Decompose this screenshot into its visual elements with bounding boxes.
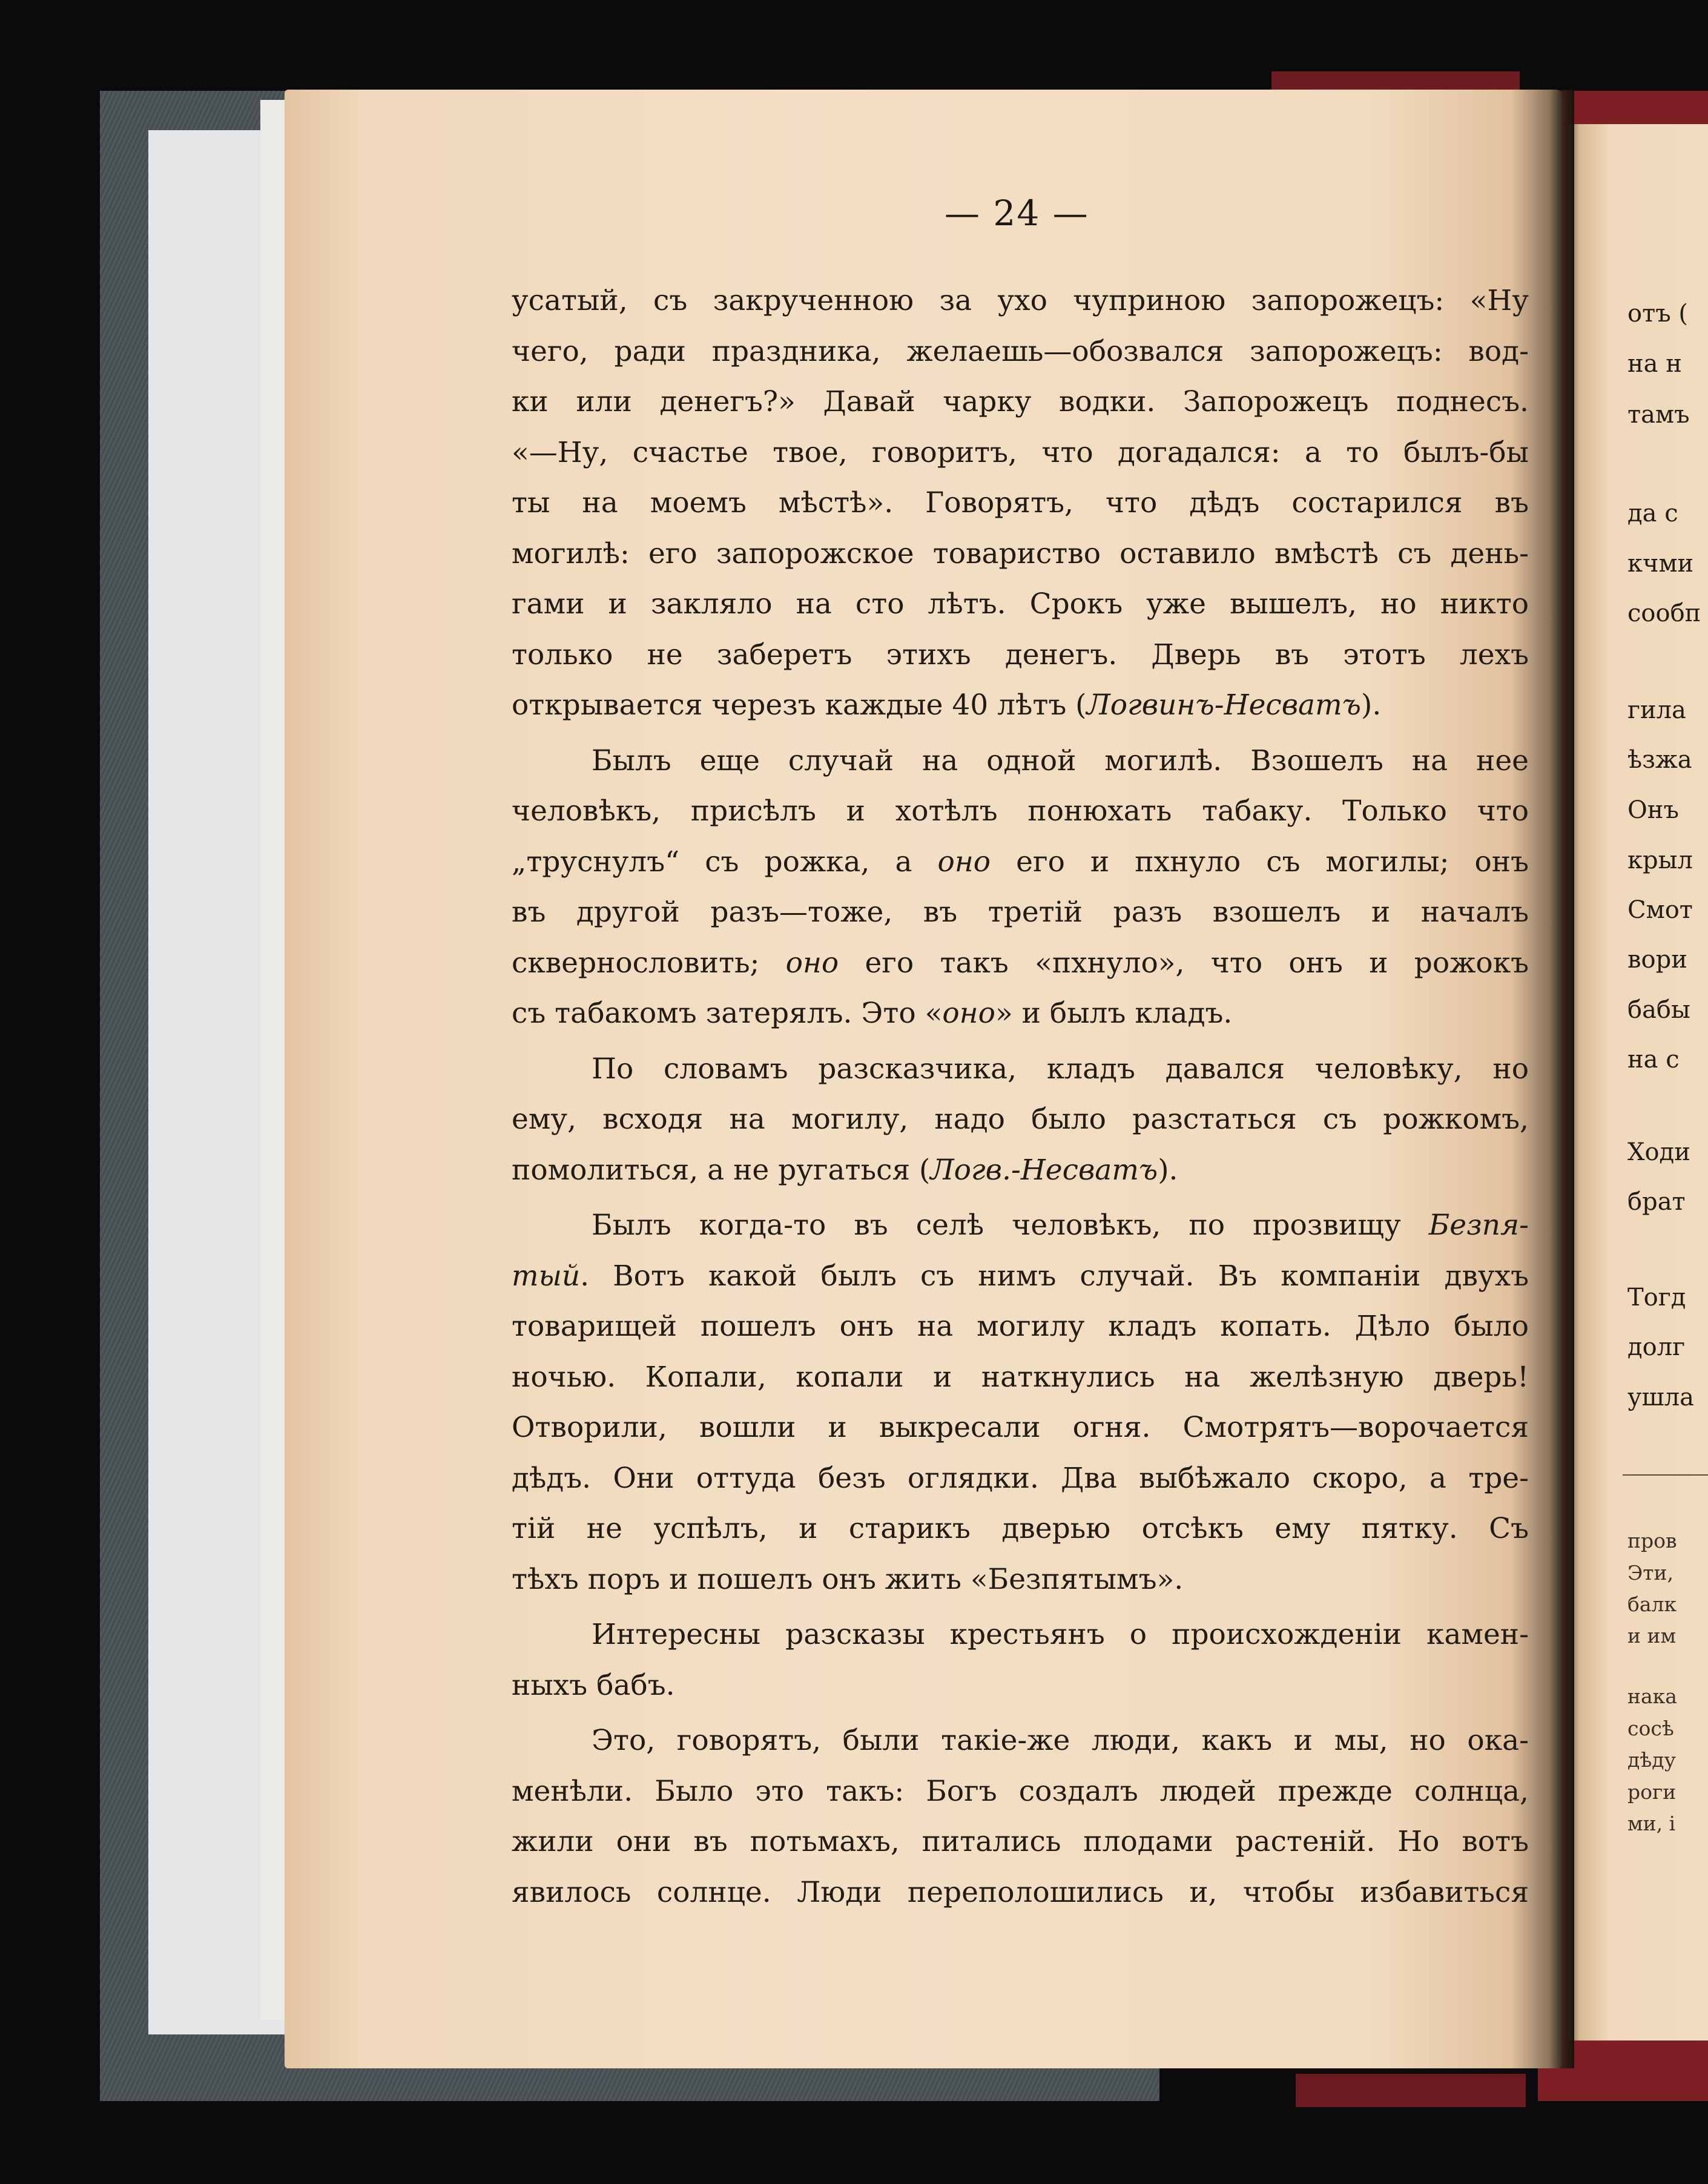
text-line: чего, ради праздника, желаешь—обозвался запорожецъ: вод- bbox=[512, 334, 1529, 368]
right-page-line: Ходи bbox=[1627, 1138, 1690, 1166]
text-line: тій не успѣлъ, и старикъ дверью отсѣкъ ему пятку. Съ bbox=[512, 1512, 1529, 1545]
right-page-line: гила bbox=[1627, 696, 1686, 724]
right-page-line: долг bbox=[1627, 1333, 1686, 1361]
text-line: Былъ когда-то въ селѣ человѣкъ, по прозвищу Безпя- bbox=[592, 1209, 1529, 1242]
right-page-line: брат bbox=[1627, 1188, 1686, 1216]
right-page-footnote: нака bbox=[1627, 1684, 1677, 1708]
right-page-footnote: роги bbox=[1627, 1780, 1677, 1804]
right-page-line: ушла bbox=[1627, 1384, 1694, 1411]
right-page-line: бабы bbox=[1627, 996, 1690, 1024]
text-line: явилось солнце. Люди переполошились и, чтобы избавиться bbox=[512, 1875, 1529, 1909]
text-line: въ другой разъ—тоже, въ третій разъ взошелъ и началъ bbox=[512, 896, 1529, 929]
right-page-line: Тогд bbox=[1627, 1284, 1686, 1311]
text-line: По словамъ разсказчика, кладъ давался человѣку, но bbox=[592, 1052, 1529, 1086]
page-number: — 24 — bbox=[945, 193, 1089, 234]
text-line: усатый, съ закрученною за ухо чуприною запорожецъ: «Ну bbox=[512, 284, 1529, 317]
text-line: тый. Вотъ какой былъ съ нимъ случай. Въ компаніи двухъ bbox=[512, 1259, 1529, 1293]
text-line: ты на моемъ мѣстѣ». Говорятъ, что дѣдъ состарился въ bbox=[512, 486, 1529, 520]
text-line: открывается черезъ каждые 40 лѣтъ (Логвинъ-Несватъ). bbox=[512, 688, 1382, 722]
right-page-line: Онъ bbox=[1627, 796, 1679, 824]
text-line: жили они въ потьмахъ, питались плодами растеній. Но вотъ bbox=[512, 1825, 1529, 1858]
text-line: тѣхъ поръ и пошелъ онъ жить «Безпятымъ». bbox=[512, 1562, 1184, 1596]
right-page-footnote: пров bbox=[1627, 1529, 1677, 1552]
text-line: съ табакомъ затерялъ. Это «оно» и былъ кладъ. bbox=[512, 997, 1233, 1030]
text-line: Отворили, вошли и выкресали огня. Смотрятъ—ворочается bbox=[512, 1411, 1529, 1444]
right-page-line: отъ ( bbox=[1627, 300, 1688, 328]
right-page-footnote: ми, і bbox=[1627, 1812, 1676, 1835]
text-line: Былъ еще случай на одной могилѣ. Взошелъ на нее bbox=[592, 744, 1529, 777]
right-page-footnote: Эти, bbox=[1627, 1561, 1673, 1585]
footnote-rule bbox=[1623, 1474, 1708, 1476]
book-spine-bottom bbox=[1296, 2074, 1526, 2107]
text-line: Интересны разсказы крестьянъ о происхожденіи камен- bbox=[592, 1618, 1529, 1651]
right-page-line: на с bbox=[1627, 1046, 1680, 1074]
text-line: ночью. Копали, копали и наткнулись на желѣзную дверь! bbox=[512, 1360, 1529, 1394]
text-line: гами и заклялo на сто лѣтъ. Срокъ уже вышелъ, но никто bbox=[512, 587, 1529, 621]
text-line: менѣли. Было это такъ: Богъ создалъ людей прежде солнца, bbox=[512, 1774, 1529, 1808]
body-text bbox=[512, 275, 1529, 1918]
text-line: ки или денегъ?» Давай чарку водки. Запорожецъ поднесъ. bbox=[512, 385, 1529, 418]
right-page-line: ѣзжа bbox=[1627, 746, 1692, 774]
text-line: дѣдъ. Они оттуда безъ оглядки. Два выбѣжало скоро, а тре- bbox=[512, 1461, 1529, 1495]
right-page-footnote: дѣду bbox=[1627, 1748, 1676, 1772]
right-page-line: вори bbox=[1627, 946, 1687, 974]
text-line: помолиться, а не ругаться (Логв.-Несватъ). bbox=[512, 1153, 1178, 1187]
text-line: «—Ну, счастье твое, говоритъ, что догадался: а то былъ-бы bbox=[512, 435, 1529, 469]
right-page-footnote: балк bbox=[1627, 1592, 1677, 1616]
text-line: товарищей пошелъ онъ на могилу кладъ копать. Дѣло было bbox=[512, 1310, 1529, 1343]
text-line: могилѣ: его запорожское товариство оставило вмѣстѣ съ день- bbox=[512, 536, 1529, 570]
right-page-footnote: и им bbox=[1627, 1624, 1677, 1648]
text-line: сквернословить; оно его такъ «пхнуло», что онъ и рожокъ bbox=[512, 946, 1529, 980]
text-line: только не заберетъ этихъ денегъ. Дверь въ этотъ лехъ bbox=[512, 638, 1529, 671]
right-page-line: Смот bbox=[1627, 896, 1693, 924]
right-page-line: тамъ bbox=[1627, 401, 1690, 429]
text-line: ему, всходя на могилу, надо было разстаться съ рожкомъ, bbox=[512, 1103, 1529, 1136]
text-line: ныхъ бабъ. bbox=[512, 1668, 675, 1702]
right-page-line: крыл bbox=[1627, 846, 1693, 874]
right-page-footnote: сосѣ bbox=[1627, 1717, 1674, 1740]
book-gutter bbox=[1550, 90, 1574, 2068]
text-line: Это, говорятъ, были такіе-же люди, какъ и мы, но ока- bbox=[592, 1724, 1529, 1757]
right-page-line: на н bbox=[1627, 350, 1682, 378]
text-line: „труснулъ“ съ рожка, а оно его и пхнуло съ могилы; онъ bbox=[512, 845, 1529, 879]
right-page-line: кчми bbox=[1627, 550, 1694, 578]
right-page-line: сообп bbox=[1627, 599, 1701, 627]
right-page-line: да с bbox=[1627, 500, 1678, 527]
text-line: человѣкъ, присѣлъ и хотѣлъ понюхать табаку. Только что bbox=[512, 794, 1529, 828]
